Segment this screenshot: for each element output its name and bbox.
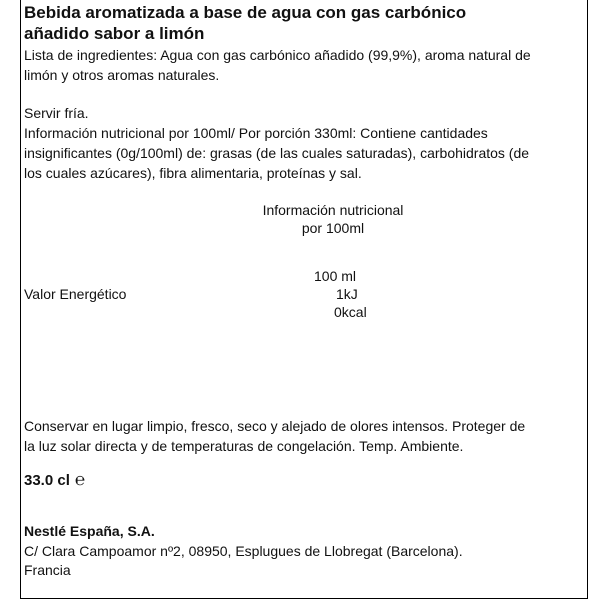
nutrition-column-header: 100 ml	[314, 268, 357, 284]
estimated-sign-icon: ℮	[75, 470, 86, 489]
storage-line-1: Conservar en lugar limpio, fresco, seco y alejado de olores intensos. Proteger de	[24, 418, 526, 434]
nutrition-header-line-2: por 100ml	[301, 220, 365, 236]
product-title-line-1: Bebida aromatizada a base de agua con gas carbónico	[24, 3, 467, 22]
energy-kcal-value: 0kcal	[334, 304, 367, 320]
storage-instructions	[24, 416, 525, 456]
ingredients-line-1: Lista de ingredientes: Agua con gas carbónico añadido (99,9%), aroma natural de	[24, 47, 531, 63]
manufacturer-address: C/ Clara Campoamor nº2, 08950, Esplugues de Llobregat (Barcelona).	[24, 543, 463, 559]
manufacturer-name: Nestlé España, S.A.	[24, 523, 155, 539]
nutrition-summary-line-2: insignificantes (0g/100ml) de: grasas (de las cuales saturadas), carbohidratos (de	[24, 145, 530, 161]
nutrition-table-header	[258, 201, 408, 237]
product-title-line-2: añadido sabor a limón	[24, 24, 205, 43]
net-content-value: 33.0 cl	[24, 472, 70, 489]
nutrition-summary-line-1: Información nutricional por 100ml/ Por porción 330ml: Contiene cantidades	[24, 125, 488, 141]
nutrition-header-line-1: Información nutricional	[262, 202, 404, 218]
product-title	[24, 2, 466, 44]
ingredients-list	[24, 45, 531, 85]
energy-kj-value: 1kJ	[336, 286, 358, 302]
storage-line-2: la luz solar directa y de temperaturas de congelación. Temp. Ambiente.	[24, 438, 464, 454]
nutrition-summary-line-3: los cuales azúcares), fibra alimentaria, proteínas y sal.	[24, 165, 362, 181]
serving-instruction: Servir fría.	[24, 105, 89, 121]
ingredients-line-2: limón y otros aromas naturales.	[24, 67, 220, 83]
net-content	[24, 470, 85, 491]
nutrition-summary	[24, 123, 529, 183]
energy-value-label: Valor Energético	[24, 286, 127, 302]
product-label	[20, 0, 588, 599]
manufacturer-country: Francia	[24, 562, 71, 578]
